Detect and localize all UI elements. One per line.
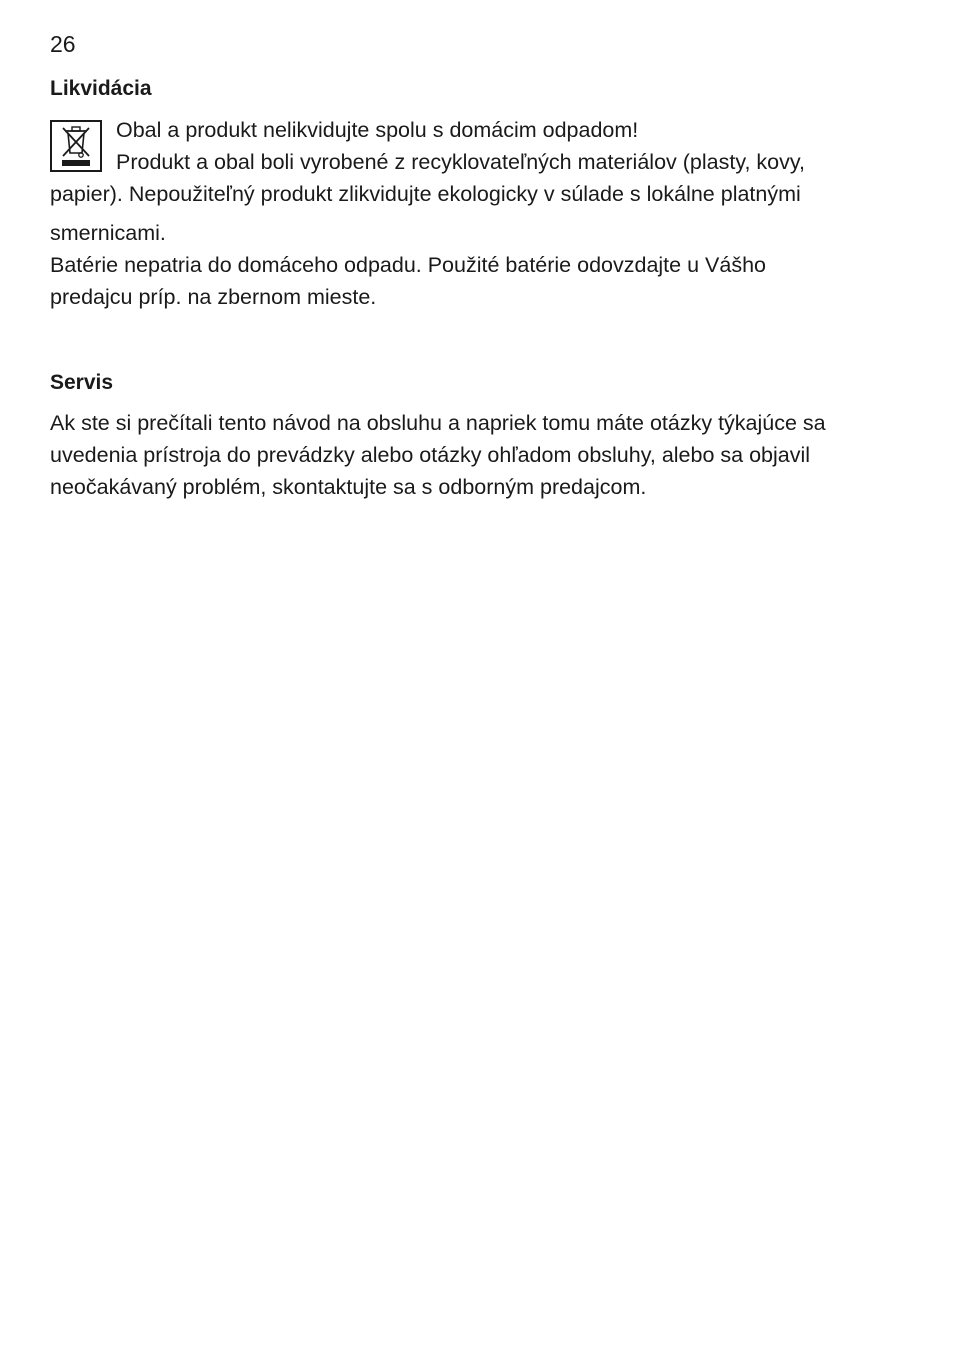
disposal-line-1: Obal a produkt nelikvidujte spolu s domácim odpadom! [116, 118, 639, 142]
crossed-out-wheelie-bin-icon [50, 120, 102, 172]
service-line-1: Ak ste si prečítali tento návod na obsluhu a napriek tomu máte otázky týkajúce sa [50, 411, 826, 435]
service-line-3: neočakávaný problém, skontaktujte sa s odborným predajcom. [50, 475, 647, 499]
page-number: 26 [50, 31, 76, 57]
disposal-line-6: predajcu príp. na zbernom mieste. [50, 285, 377, 309]
service-line-2: uvedenia prístroja do prevádzky alebo otázky ohľadom obsluhy, alebo sa objavil [50, 443, 811, 467]
disposal-line-3: papier). Nepoužiteľný produkt zlikvidujte ekologicky v súlade s lokálne platnými [50, 182, 801, 206]
service-heading: Servis [50, 371, 114, 394]
disposal-line-2: Produkt a obal boli vyrobené z recyklovateľných materiálov (plasty, kovy, [116, 150, 806, 174]
disposal-heading: Likvidácia [50, 77, 152, 100]
disposal-line-5: Batérie nepatria do domáceho odpadu. Použité batérie odovzdajte u Vášho [50, 253, 766, 277]
disposal-line-4: smernicami. [50, 221, 166, 245]
